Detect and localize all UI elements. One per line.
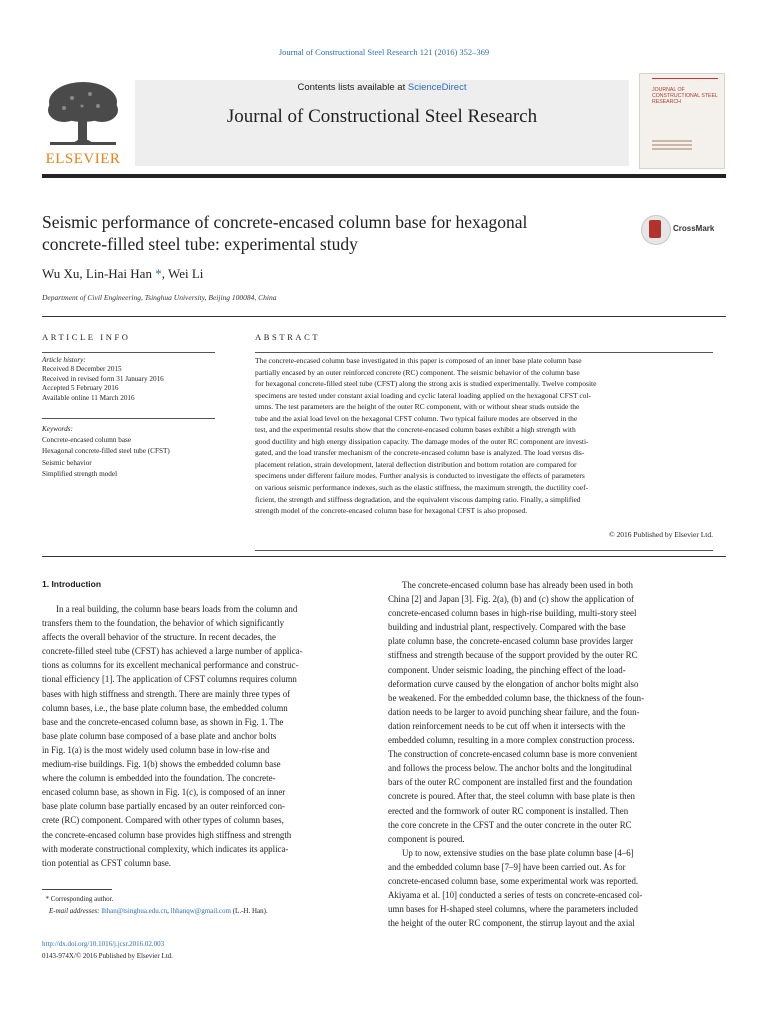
body-column-right (388, 578, 714, 930)
body-line: the concrete-encased column base provides high stiffness and strength (42, 829, 292, 840)
keyword-item: Hexagonal concrete-filled steel tube (CFST) (42, 447, 170, 456)
authors-names: Wu Xu, Lin-Hai Han (42, 266, 156, 281)
body-line: embedded column, resulting in a more complex construction process. (388, 735, 635, 746)
divider (42, 556, 726, 557)
history-label: Article history: (42, 356, 86, 364)
corresponding-author-note (42, 894, 372, 906)
divider (42, 352, 215, 353)
body-line: the height of the outer RC component, the stirrup layout and the axial (388, 918, 635, 929)
abstract-heading: ABSTRACT (255, 332, 321, 342)
body-line: in Fig. 1(a) is the most widely used column base in low-rise and (42, 744, 270, 755)
email-link-2[interactable]: lhhanqw@gmail.com (170, 906, 231, 915)
article-title (42, 211, 612, 255)
footnote-star: * (45, 895, 49, 903)
history-item: Received in revised form 31 January 2016 (42, 374, 164, 383)
body-line: The concrete-encased column base has already been used in both (402, 580, 633, 590)
body-line: erected and the formwork of outer RC component is installed. Then (388, 805, 629, 816)
body-line: Akiyama et al. [10] conducted a series of tests on concrete-encased col- (388, 890, 643, 901)
email-note (42, 906, 372, 918)
abstract-text (255, 355, 713, 517)
footnote-divider (42, 889, 112, 890)
divider (255, 550, 713, 551)
body-column-left (42, 602, 368, 870)
abstract-line: test, and the experimental results show that the concrete-encased column bases exhibit a high strength with (255, 425, 576, 435)
abstract-line: for hexagonal concrete-filled steel tube (CFST) along the strong axis is studied experimentally. Twelve composite (255, 379, 597, 389)
authors-names-end: , Wei Li (161, 266, 204, 281)
body-line: where the column is embedded into the foundation. The concrete- (42, 773, 276, 784)
abstract-line: tube and the axial load level on the hexagonal CFST column. Two typical failure modes are observed in the (255, 413, 578, 423)
cover-title: JOURNAL OF CONSTRUCTIONAL STEEL RESEARCH (652, 87, 718, 105)
body-line: crete (RC) component. Compared with other types of column bases, (42, 815, 284, 826)
crossmark-label: CrossMark (673, 224, 715, 233)
body-line: and the embedded column base [7–9] have been carried out. As for (388, 861, 626, 872)
body-line: China [2] and Japan [3]. Fig. 2(a), (b) and (c) show the application of (388, 594, 634, 605)
body-line: affects the overall behavior of the structure. In recent decades, the (42, 632, 276, 643)
copyright: © 2016 Published by Elsevier Ltd. (608, 530, 713, 539)
body-line: dation reinforcement needs to be cut off when it intersects with the (388, 720, 626, 731)
body-line: stiffness and strength because of the support provided by the outer RC (388, 650, 638, 661)
abstract-line: gated, and the load transfer mechanism of the concrete-encased column base is analyzed. The load versus dis- (255, 448, 585, 458)
contents-line (135, 82, 629, 93)
body-line: plate column base, the concrete-encased column base provides larger (388, 636, 634, 647)
divider (255, 352, 713, 353)
history-item: Available online 11 March 2016 (42, 393, 135, 402)
body-line: deformation curve caused by the elongation of anchor bolts might also (388, 678, 639, 689)
body-line: medium-rise buildings. Fig. 1(b) shows the embedded column base (42, 759, 281, 770)
keyword-item: Simplified strength model (42, 469, 118, 478)
divider (42, 316, 726, 317)
body-line: and follows the process below. The anchor bolts and the longitudinal (388, 763, 633, 774)
abstract-line: The concrete-encased column base investigated in this paper is composed of an inner base plate column base (255, 356, 582, 365)
corresponding-author-marker[interactable]: * (155, 266, 162, 281)
body-line: transfers them to the foundation, the behavior of which significantly (42, 618, 285, 629)
cover-rule (652, 78, 718, 79)
body-line: column bases, i.e., the base plate column base, the embedded column (42, 702, 288, 713)
body-line: concrete is poured. After that, the steel column with base plate is then (388, 791, 635, 802)
section-heading-introduction: 1. Introduction (42, 579, 102, 589)
abstract-line: placement relation, strain development, lateral deflection distribution and bottom rotation are compared for (255, 459, 577, 469)
body-line: component is poured. (388, 833, 465, 844)
body-line: tion potential as CFST column base. (42, 857, 172, 868)
article-history (42, 356, 217, 403)
body-line: component. Under seismic loading, the pinching effect of the load- (388, 664, 626, 675)
doi-link[interactable]: http://dx.doi.org/10.1016/j.jcsr.2016.02.003 (42, 940, 165, 948)
keywords-label: Keywords: (42, 425, 73, 433)
abstract-line: umns. The test parameters are the height of the outer RC component, with or without shear studs outside the (255, 402, 580, 412)
body-line: The construction of concrete-encased column base is more convenient (388, 749, 638, 760)
history-item: Accepted 5 February 2016 (42, 384, 119, 393)
title-line: concrete-filled steel tube: experimental study (42, 234, 358, 254)
abstract-line: on various seismic performance indexes, such as the elastic stiffness, the maximum strength, the ductility coef- (255, 483, 589, 493)
body-line: base plate column base partially encased by an outer reinforced con- (42, 801, 285, 812)
keyword-item: Concrete-encased column base (42, 436, 132, 445)
publisher-name: ELSEVIER (45, 151, 121, 167)
body-line: In a real building, the column base bears loads from the column and (56, 604, 298, 614)
body-line: encased column base, as shown in Fig. 1(c), is composed of an inner (42, 787, 286, 798)
body-line: concrete-encased column bases in high-rise building, multi-story steel (388, 608, 637, 619)
contents-prefix: Contents lists available at (297, 82, 408, 93)
body-line: umn bases for H-shaped steel columns, where the parameters included (388, 904, 638, 915)
body-line: Up to now, extensive studies on the base plate column base [4–6] (402, 847, 634, 858)
email-link-1[interactable]: lhhan@tsinghua.edu.cn (101, 906, 168, 915)
journal-cover-thumbnail[interactable] (639, 73, 725, 169)
journal-citation-link[interactable]: Journal of Constructional Steel Research 121 (2016) 352–369 (278, 47, 490, 57)
title-line: Seismic performance of concrete-encased column base for hexagonal (42, 212, 528, 232)
corresponding-label: Corresponding author. (49, 895, 114, 903)
body-line: with moderate constructional complexity, which indicates its applica- (42, 843, 289, 854)
abstract-line: good ductility and high energy dissipation capacity. The damage modes of the outer RC component are investi- (255, 436, 589, 446)
abstract-line: strength model of the concrete-encased column base for hexagonal CFST is also proposed. (255, 506, 528, 516)
body-line: tional efficiency [1]. The application of CFST columns requires column (42, 674, 297, 685)
cover-text-lines (652, 140, 692, 152)
body-line: building and industrial plant, respectively. Compared with the base (388, 622, 626, 633)
body-line: be weakened. For the embedded column base, the thickness of the foun- (388, 692, 645, 703)
journal-name: Journal of Constructional Steel Research (226, 106, 538, 127)
crossmark-bookmark-icon (649, 220, 661, 238)
sciencedirect-link[interactable]: ScienceDirect (407, 82, 467, 93)
body-line: the core concrete in the CFST and the outer concrete in the outer RC (388, 819, 632, 830)
abstract-line: ficient, the strength and stiffness degradation, and the equivalent viscous damping ratio. Finally, a simplified (255, 494, 581, 504)
email-suffix: (L.-H. Han). (230, 906, 268, 915)
body-line: bases with high stiffness and strength. There are mainly three types of (42, 688, 291, 699)
affiliation: Department of Civil Engineering, Tsinghua University, Beijing 100084, China (42, 293, 277, 302)
body-line: concrete-filled steel tube (CFST) has achieved a large number of applica- (42, 646, 303, 657)
footnote (42, 894, 372, 917)
body-line: bars of the outer RC component are installed first and the foundation (388, 777, 633, 788)
header-divider (42, 174, 726, 178)
keyword-item: Seismic behavior (42, 458, 92, 467)
email-separator: , (167, 906, 171, 915)
abstract-line: partially encased by an outer reinforced concrete (RC) component. The seismic behavior of the column base (255, 367, 580, 377)
body-line: base and the concrete-encased column base, as shown in Fig. 1. The (42, 716, 284, 727)
issn-line: 0143-974X/© 2016 Published by Elsevier Ltd. (42, 952, 173, 960)
email-label: E-mail addresses: (49, 906, 100, 915)
keywords (42, 424, 217, 480)
abstract-line: specimens are tested under constant axial loading and cyclic lateral loading applied on the hexagonal CFST col- (255, 390, 592, 400)
body-line: base plate column base composed of a base plate and anchor bolts (42, 730, 277, 741)
body-line: dation needs to be larger to avoid punching shear failure, and the foun- (388, 706, 640, 717)
history-item: Received 8 December 2015 (42, 365, 122, 374)
body-line: tions as columns for its excellent mechanical performance and construc- (42, 660, 299, 671)
crossmark-badge[interactable] (641, 215, 731, 245)
article-info-heading: ARTICLE INFO (42, 332, 131, 342)
authors (42, 266, 203, 282)
divider (42, 418, 215, 419)
abstract-line: specimens under different failure modes. Further analysis is conducted to investigate the effects of parameters (255, 471, 585, 481)
body-line: concrete-encased column base, some experimental work was reported. (388, 875, 639, 886)
